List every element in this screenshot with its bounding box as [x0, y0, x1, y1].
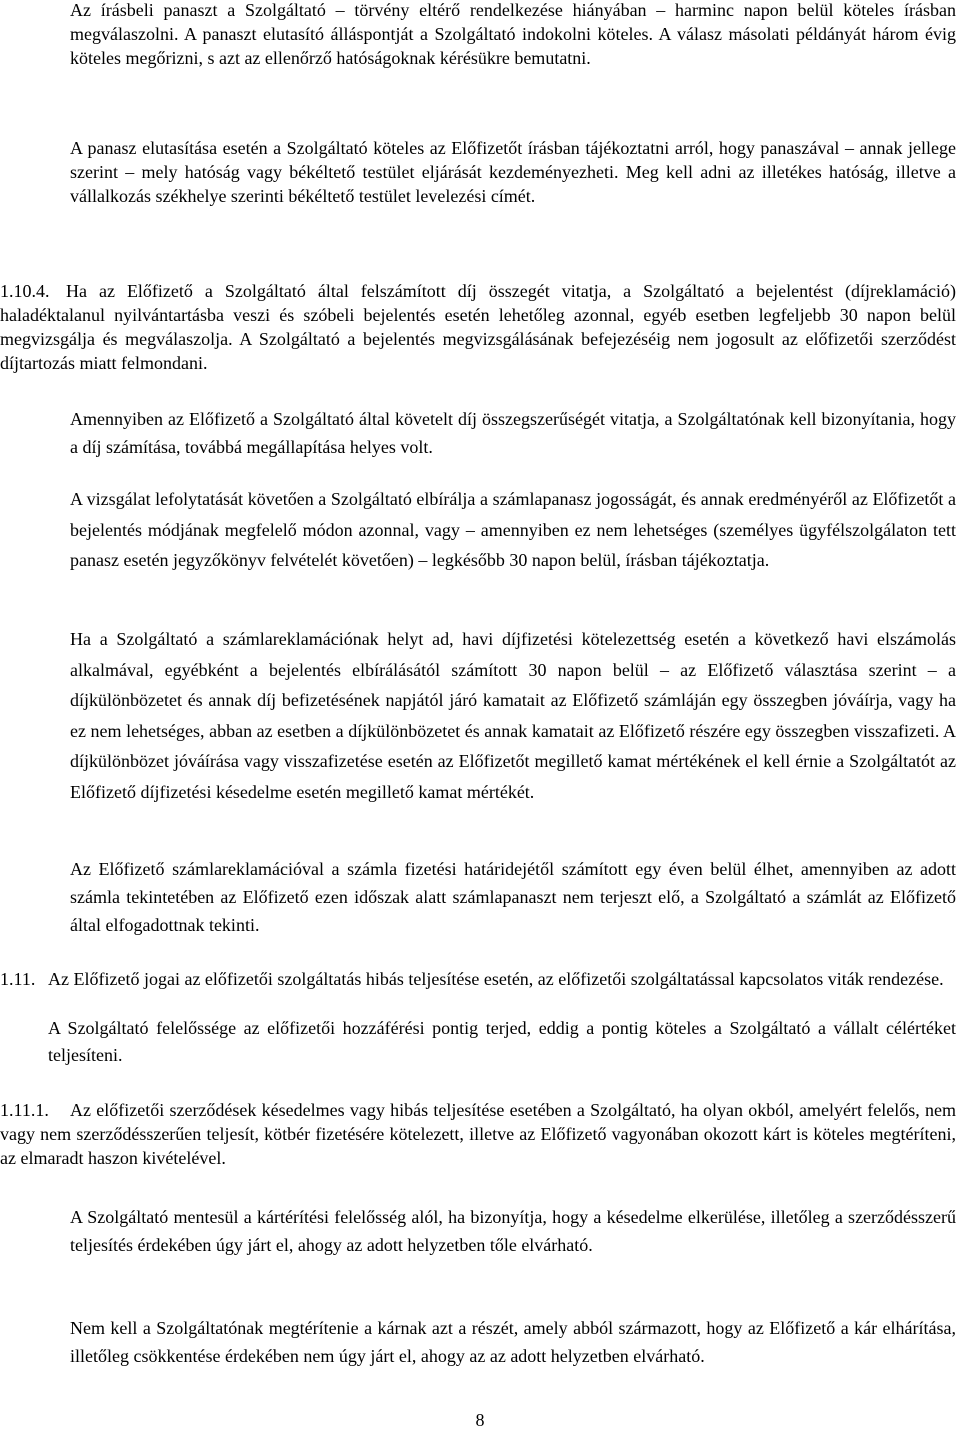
paragraph-one-year-limit: Az Előfizető számlareklamációval a számla fizetési határidejétől számított egy éven belül élhet, amennyiben az adott számla tekintetében az Előfizető ezen időszak alatt számlapanaszt nem terjeszt elő, a Szolgáltató a számlát az Előfizető által elfogadottnak tekinti. [70, 859, 956, 935]
paragraph-written-complaint: Az írásbeli panaszt a Szolgáltató – törvény eltérő rendelkezése hiányában – harminc napon belül köteles írásban megválaszolni. A panaszt elutasító álláspontját a Szolgáltató indokolni köteles. A válasz másolati példányát három évig köteles megőrizni, s azt az ellenőrző hatóságoknak kérésükre bemutatni. [70, 0, 956, 68]
section-number-1-11-1: 1.11.1. [0, 1100, 49, 1120]
paragraph-investigation-result: A vizsgálat lefolytatását követően a Szolgáltató elbírálja a számlapanasz jogosságát, és annak eredményéről az Előfizetőt a bejelentés módjának megfelelő módon azonnal, vagy – amennyiben ez nem lehetséges (személyes ügyfélszolgálaton tett panasz esetén jegyzőkönyv felvételét követően) – legkésőbb 30 napon belül, írásban tájékoztatja. [70, 489, 956, 570]
section-heading-subscriber-rights: Az Előfizető jogai az előfizetői szolgáltatás hibás teljesítése esetén, az előfizetői szolgáltatással kapcsolatos viták rendezése. [48, 969, 944, 989]
section-number-1-11: 1.11. [0, 969, 36, 989]
paragraph-late-performance: Az előfizetői szerződések késedelmes vagy hibás teljesítése esetében a Szolgáltató, ha olyan okból, amelyért felelős, nem vagy nem szerződésszerűen teljesít, kötbér fizetésére kötelezett, illetve az Előfizető vagyonában okozott kárt is köteles megtéríteni, az elmaradt haszon kivételével. [0, 1100, 956, 1168]
paragraph-complaint-rejection: A panasz elutasítása esetén a Szolgáltató köteles az Előfizetőt írásban tájékoztatni arról, hogy panaszával – annak jellege szerint – mely hatóság vagy békéltető testület eljárását kezdeményezheti. Meg kell adni az illetékes hatóság, illetve a vállalkozás székhelye szerinti békéltető testület levelezési címét. [70, 138, 956, 206]
paragraph-refund: Ha a Szolgáltató a számlareklamációnak helyt ad, havi díjfizetési kötelezettség esetén a következő havi elszámolás alkalmával, egyébként a bejelentés elbírálásától számított 30 napon belül – az Előfizető választása szerint – a díjkülönbözetet és annak díj befizetésének napjától járó kamatait az Előfizető számláján egy összegben jóváírja, vagy ha ez nem lehetséges, abban az esetben a díjkülönbözetet és annak kamatait az Előfizető részére egy összegben visszafizeti. A díjkülönbözet jóváírása vagy visszafizetése esetén az Előfizetőt megillető kamat mértékének el kell érnie a Szolgáltatót az Előfizető díjfizetési késedelme esetén megillető kamat mértékét. [70, 629, 956, 802]
paragraph-fee-dispute: Ha az Előfizető a Szolgáltató által felszámított díj összegét vitatja, a Szolgáltató a bejelentést (díjreklamáció) haladéktalanul nyilvántartásba veszi és szóbeli bejelentés esetén lehetőleg azonnal, egyéb esetben legfeljebb 30 napon belül megvizsgálja és megválaszolja. A Szolgáltató a bejelentés megvizsgálásának befejezéséig nem jogosult az előfizetői szerződést díjtartozás miatt felmondani. [0, 281, 956, 373]
paragraph-exemption: A Szolgáltató mentesül a kártérítési felelősség alól, ha bizonyítja, hogy a késedelme elkerülése, illetőleg a szerződésszerű teljesítés érdekében úgy járt el, ahogy az adott helyzetben tőle elvárható. [70, 1207, 956, 1255]
section-number-1-10-4: 1.10.4. [0, 281, 50, 301]
page-number: 8 [475, 1410, 485, 1430]
paragraph-provider-responsibility: A Szolgáltató felelőssége az előfizetői hozzáférési pontig terjed, eddig a pontig köteles a Szolgáltató a vállalt célértéket teljesíteni. [48, 1018, 956, 1065]
paragraph-burden-of-proof: Amennyiben az Előfizető a Szolgáltató által követelt díj összegszerűségét vitatja, a Szolgáltatónak kell bizonyítania, hogy a díj számítása, továbbá megállapítása helyes volt. [70, 409, 956, 457]
paragraph-damage-mitigation: Nem kell a Szolgáltatónak megtérítenie a kárnak azt a részét, amely abból származott, hogy az Előfizető a kár elhárítása, illetőleg csökkentése érdekében nem úgy járt el, ahogy az az adott helyzetben elvárható. [70, 1318, 956, 1366]
